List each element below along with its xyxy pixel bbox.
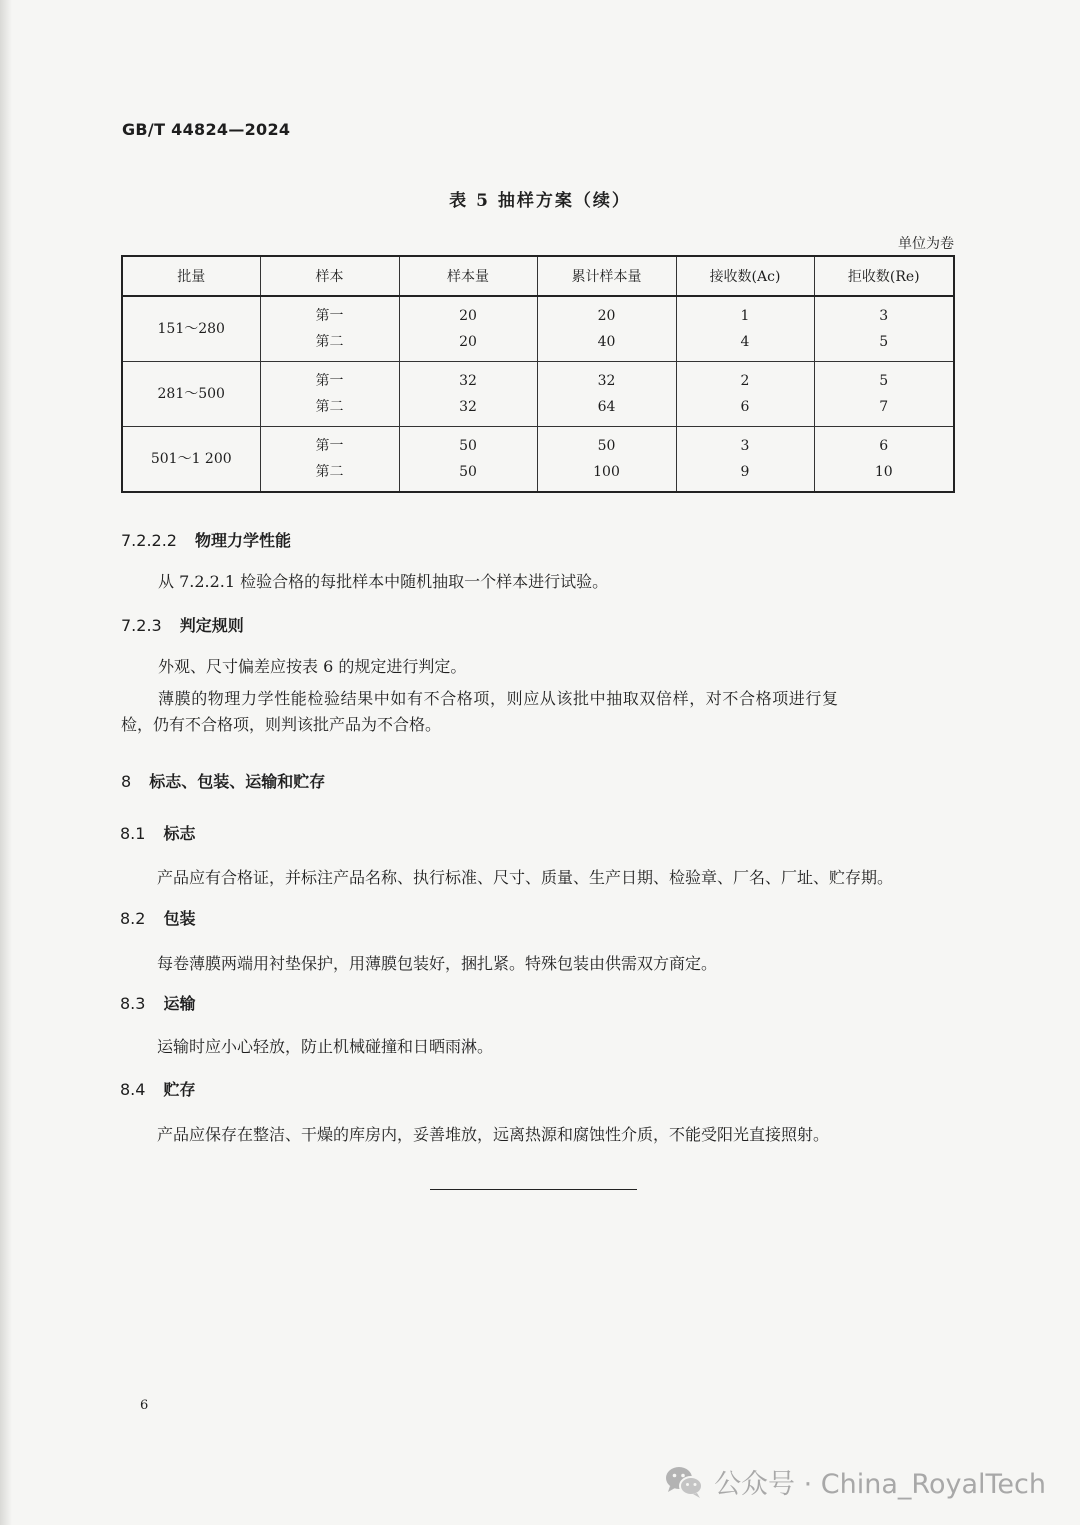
batch-cell: 501～1 200: [122, 427, 260, 493]
section-heading-84: [120, 1077, 195, 1100]
re-value: 6: [879, 438, 889, 454]
sample-cell: [260, 427, 399, 493]
cumulative-cell: [537, 296, 676, 362]
ac-value: 6: [740, 399, 750, 415]
paragraph: 外观、尺寸偏差应按表 6 的规定进行判定。: [158, 657, 467, 676]
re-cell: [814, 427, 954, 493]
sample-label: 第二: [315, 464, 344, 480]
sample-label: 第一: [315, 373, 344, 389]
sample-label: 第二: [315, 399, 344, 415]
re-value: 5: [879, 373, 889, 389]
sample-size-value: 20: [459, 334, 477, 350]
section-title: 标志: [163, 824, 196, 843]
end-of-document-rule: [430, 1189, 637, 1190]
sample-size-cell: [399, 296, 537, 362]
table-header-row: [122, 256, 954, 296]
section-heading-81: [120, 821, 195, 844]
section-title: 贮存: [163, 1080, 196, 1099]
watermark-text: 公众号 · China_RoyalTech: [714, 1469, 1046, 1500]
table-title: 表 5 抽样方案（续）: [449, 191, 631, 211]
section-heading-82: [120, 906, 195, 929]
cumulative-cell: [537, 362, 676, 427]
re-cell: [814, 296, 954, 362]
chapter-heading-8: [121, 769, 325, 792]
section-title: 运输: [163, 994, 196, 1013]
sample-label: 第一: [315, 308, 344, 324]
column-header: 拒收数(Re): [814, 256, 954, 296]
ac-value: 9: [740, 464, 750, 480]
section-number: 7.2.3: [121, 616, 162, 635]
section-heading-83: [120, 991, 195, 1014]
paragraph: 薄膜的物理力学性能检验结果中如有不合格项，则应从该批中抽取双倍样，对不合格项进行复: [158, 689, 839, 708]
column-header: 累计样本量: [537, 256, 676, 296]
re-cell: [814, 362, 954, 427]
paragraph: 每卷薄膜两端用衬垫保护，用薄膜包装好，捆扎紧。特殊包装由供需双方商定。: [157, 954, 718, 973]
ac-cell: [676, 362, 814, 427]
cumulative-value: 40: [597, 334, 616, 350]
column-header: 批量: [122, 256, 260, 296]
cumulative-value: 100: [593, 464, 620, 480]
section-number: 8.3: [120, 994, 146, 1013]
column-header: 接收数(Ac): [676, 256, 814, 296]
wechat-icon: [664, 1465, 704, 1499]
sample-size-value: 32: [459, 373, 477, 389]
section-title: 判定规则: [179, 616, 244, 635]
section-number: 8.1: [120, 824, 146, 843]
sample-cell: [260, 362, 399, 427]
watermark: [664, 1462, 1046, 1501]
column-header: 样本: [260, 256, 399, 296]
document-code: GB/T 44824—2024: [122, 120, 291, 139]
ac-value: 1: [740, 308, 750, 324]
section-title: 标志、包装、运输和贮存: [149, 772, 326, 791]
re-value: 3: [879, 308, 889, 324]
table-row: [122, 427, 954, 493]
section-number: 7.2.2.2: [121, 531, 177, 550]
table-row: [122, 362, 954, 427]
paragraph: 运输时应小心轻放，防止机械碰撞和日晒雨淋。: [157, 1037, 494, 1056]
ac-value: 4: [740, 334, 750, 350]
paragraph: 产品应有合格证，并标注产品名称、执行标准、尺寸、质量、生产日期、检验章、厂名、厂址、贮存期。: [157, 868, 894, 887]
re-value: 5: [879, 334, 889, 350]
sample-label: 第二: [315, 334, 344, 350]
table-unit-note: 单位为卷: [898, 236, 954, 252]
cumulative-value: 32: [597, 373, 616, 389]
sample-cell: [260, 296, 399, 362]
section-number: 8.2: [120, 909, 146, 928]
sampling-plan-table: [121, 255, 955, 493]
cumulative-value: 50: [597, 438, 616, 454]
ac-value: 2: [740, 373, 750, 389]
sample-size-value: 20: [459, 308, 477, 324]
table-row: [122, 296, 954, 362]
batch-cell: 151～280: [122, 296, 260, 362]
sample-size-value: 50: [459, 464, 477, 480]
sample-size-cell: [399, 427, 537, 493]
paragraph-continuation: 检，仍有不合格项，则判该批产品为不合格。: [121, 715, 442, 734]
cumulative-value: 20: [597, 308, 616, 324]
batch-cell: 281～500: [122, 362, 260, 427]
ac-cell: [676, 427, 814, 493]
section-title: 包装: [163, 909, 196, 928]
re-value: 10: [874, 464, 893, 480]
section-number: 8.4: [120, 1080, 146, 1099]
re-value: 7: [879, 399, 889, 415]
column-header: 样本量: [399, 256, 537, 296]
ac-cell: [676, 296, 814, 362]
cumulative-cell: [537, 427, 676, 493]
section-heading-7222: [121, 528, 291, 551]
sample-size-cell: [399, 362, 537, 427]
ac-value: 3: [740, 438, 750, 454]
section-title: 物理力学性能: [194, 531, 291, 550]
paragraph: 产品应保存在整洁、干燥的库房内，妥善堆放，远离热源和腐蚀性介质，不能受阳光直接照射。: [157, 1125, 830, 1144]
section-heading-723: [121, 613, 244, 636]
section-number: 8: [121, 772, 132, 791]
sample-label: 第一: [315, 438, 344, 454]
page-number: 6: [140, 1398, 149, 1413]
page-edge-shadow: [0, 0, 12, 1525]
sample-size-value: 32: [459, 399, 477, 415]
paragraph: 从 7.2.2.1 检验合格的每批样本中随机抽取一个样本进行试验。: [158, 572, 609, 591]
sample-size-value: 50: [459, 438, 477, 454]
cumulative-value: 64: [597, 399, 616, 415]
